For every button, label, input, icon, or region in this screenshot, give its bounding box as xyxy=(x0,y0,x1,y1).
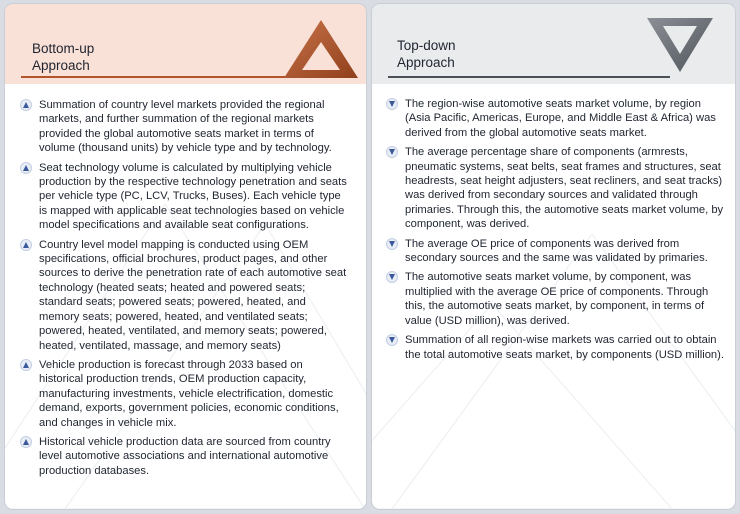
triangle-up-icon xyxy=(282,18,360,80)
top-down-title-line1: Top-down xyxy=(397,38,456,53)
list-item-text: Seat technology volume is calculated by multiplying vehicle production by the respective technology penetration and seats per vehicle type (PC, LCV, Trucks, Buses). Each vehicle type is mapped with applicable seat technologies based on vehicle model specifications and available seat configurations. xyxy=(39,161,347,232)
bottom-up-underline xyxy=(21,76,306,78)
list-item xyxy=(384,97,724,140)
list-item-text: Historical vehicle production data are sourced from country level automotive associations and international automotive production databases. xyxy=(39,435,331,477)
list-item-text: Vehicle production is forecast through 2033 based on historical production trends, OEM production capacity, manufacturing investments, vehicle electrification, domestic demand, exports, government policies, economic conditions, and changes in vehicle mix. xyxy=(39,358,339,429)
bullet-triangle-icon xyxy=(21,100,31,110)
bullet-triangle-icon xyxy=(21,437,31,447)
list-item xyxy=(18,435,348,478)
list-item-text: The average percentage share of components (armrests, pneumatic systems, seat belts, seat frames and structures, seat headrests, seat height adjusters, seat recliners, and seat tracks) was derived from secondary sources and validated through primaries. Through this, the automotive seats market volume, by component, was derived. xyxy=(405,146,724,231)
triangle-down-icon xyxy=(645,16,715,74)
list-item xyxy=(384,333,724,362)
bullet-triangle-icon xyxy=(387,239,397,249)
bottom-up-panel xyxy=(5,4,366,509)
top-down-panel xyxy=(372,4,735,509)
list-item-text: Summation of all region-wise markets was carried out to obtain the total automotive seats market, by components (USD million). xyxy=(405,334,724,361)
list-item-text: The average OE price of components was derived from secondary sources and the same was validated by primaries. xyxy=(405,237,708,265)
bottom-up-title-line1: Bottom-up xyxy=(32,41,95,56)
list-item-text: Country level model mapping is conducted using OEM specifications, official brochures, product pages, and other sources to derive the penetration rate of each automotive seat technology (heated seats; heated and powered seats; standard seats; powered seats; powered, heated, and memory seats; powered, heated, and ventilated seats; powered, heated, ventilated, and memory seats; powered, heated, ventilated, massage, and memory seats) xyxy=(39,238,347,352)
bullet-triangle-icon xyxy=(21,163,31,173)
bottom-up-list xyxy=(18,98,348,478)
top-down-header xyxy=(372,4,735,84)
list-item xyxy=(384,270,724,328)
top-down-title-line2: Approach xyxy=(397,55,455,70)
list-item-text: The region-wise automotive seats market volume, by region (Asia Pacific, Americas, Europe, and Middle East & Africa) was derived from the global automotive seats market. xyxy=(405,98,716,139)
top-down-title xyxy=(397,37,456,71)
top-down-underline xyxy=(388,76,670,78)
bullet-triangle-icon xyxy=(21,360,31,370)
bottom-up-header xyxy=(5,4,366,84)
list-item xyxy=(18,98,348,156)
bullet-triangle-icon xyxy=(21,240,31,250)
list-item xyxy=(18,161,348,233)
list-item xyxy=(18,358,348,430)
bullet-triangle-icon xyxy=(387,335,397,345)
bullet-triangle-icon xyxy=(387,272,397,282)
bullet-triangle-icon xyxy=(387,99,397,109)
bottom-up-title xyxy=(32,40,94,74)
top-down-list xyxy=(384,97,724,362)
bottom-up-title-line2: Approach xyxy=(32,58,90,73)
bullet-triangle-icon xyxy=(387,147,397,157)
list-item xyxy=(18,238,348,353)
list-item xyxy=(384,145,724,231)
list-item-text: Summation of country level markets provided the regional markets, and further summation of the regional markets provided the global automotive seats market in terms of volume (thousand units) by vehicle type and by technology. xyxy=(39,99,332,155)
list-item-text: The automotive seats market volume, by component, was multiplied with the average OE price of components. Through this, the automotive seats market, by component, in terms of value (USD million), was derived. xyxy=(405,271,709,327)
list-item xyxy=(384,237,724,266)
